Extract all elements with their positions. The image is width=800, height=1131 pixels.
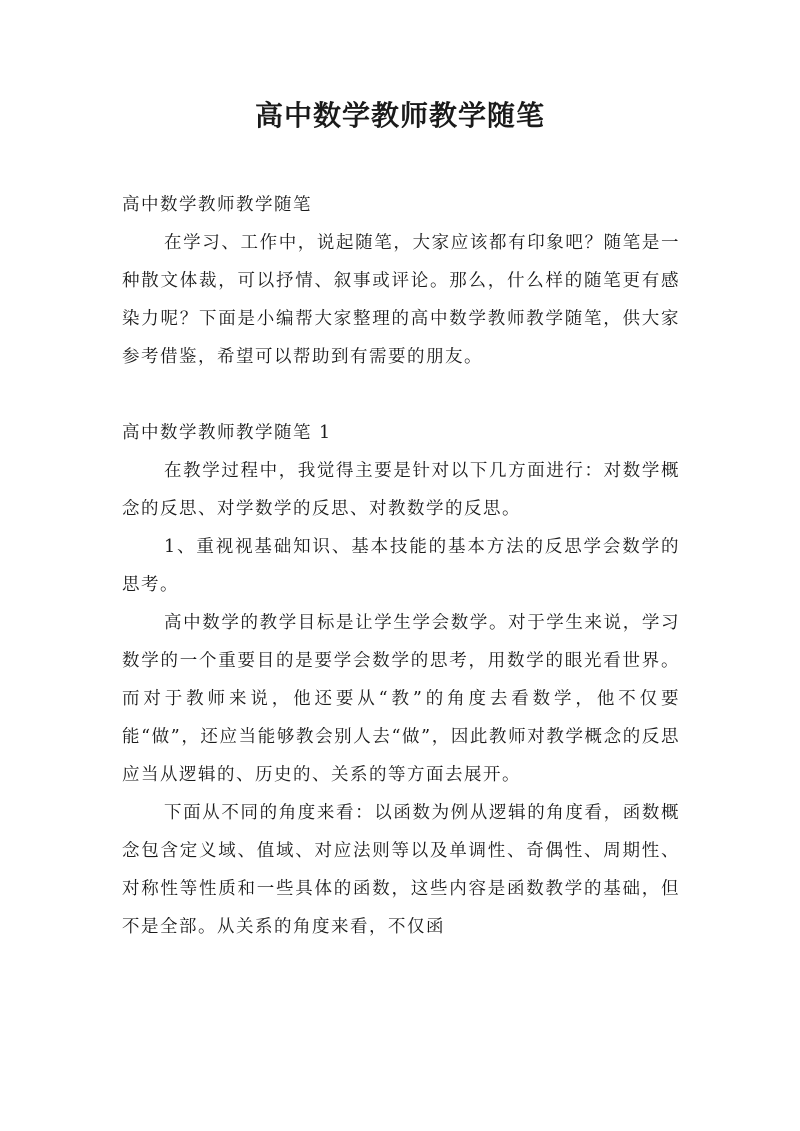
section-gap — [122, 376, 680, 414]
section-heading-1: 高中数学教师教学随笔 1 — [122, 423, 332, 443]
paragraph-point-1: 1、重视视基础知识、基本技能的基本方法的反思学会数学的思考。 — [122, 537, 680, 595]
intro-heading: 高中数学教师教学随笔 — [122, 195, 312, 215]
paragraph-teaching-goal: 高中数学的教学目标是让学生学会数学。对于学生来说，学习数学的一个重要目的是要学会数学的思考，用数学的眼光看世界。而对于教师来说，他还要从“教”的角度去看数学，他不仅要能“做”，还应当能够教会别人去“做”，因此教师对教学概念的反思应当从逻辑的、历史的、关系的等方面去展开。 — [122, 613, 680, 785]
intro-paragraph: 在学习、工作中，说起随笔，大家应该都有印象吧？随笔是一种散文体裁，可以抒情、叙事或评论。那么，什么样的随笔更有感染力呢？下面是小编帮大家整理的高中数学教师教学随笔，供大家参考借鉴，希望可以帮助到有需要的朋友。 — [122, 233, 680, 367]
document-title: 高中数学教师教学随笔 — [254, 99, 545, 132]
document-body — [122, 186, 680, 946]
paragraph-function-example: 下面从不同的角度来看：以函数为例从逻辑的角度看，函数概念包含定义域、值域、对应法则等以及单调性、奇偶性、周期性、对称性等性质和一些具体的函数，这些内容是函数教学的基础，但不是全部。从关系的角度来看，不仅函 — [122, 803, 680, 937]
paragraph-reflection-areas: 在教学过程中，我觉得主要是针对以下几方面进行：对数学概念的反思、对学数学的反思、对教数学的反思。 — [122, 461, 680, 519]
